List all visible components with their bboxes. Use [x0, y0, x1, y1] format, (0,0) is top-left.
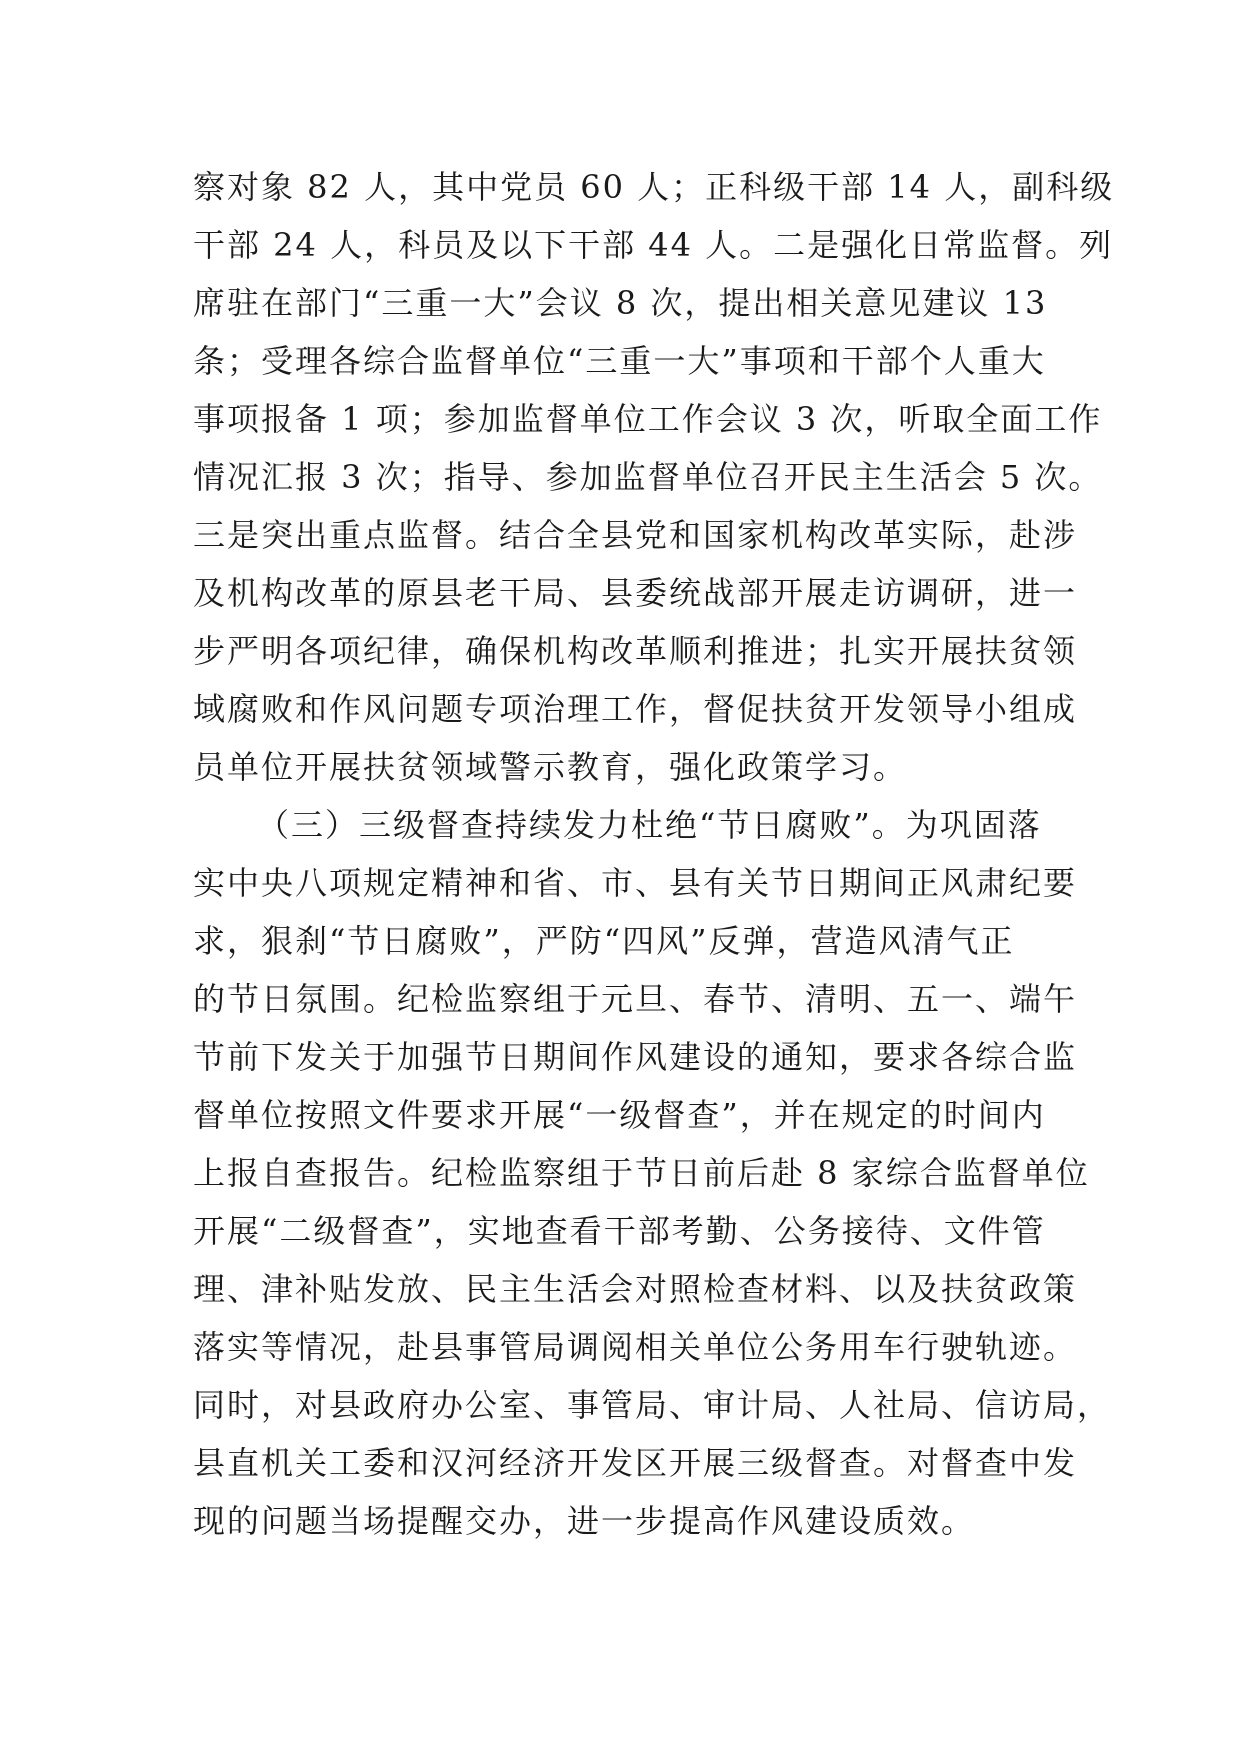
text-line: 督单位按照文件要求开展“一级督查”，并在规定的时间内 — [193, 1096, 1046, 1134]
text-line: 节前下发关于加强节日期间作风建设的通知，要求各综合监 — [193, 1038, 1078, 1076]
text-line: 三是突出重点监督。结合全县党和国家机构改革实际，赴涉 — [193, 516, 1078, 554]
text-line: 干部 24 人，科员及以下干部 44 人。二是强化日常监督。列 — [193, 226, 1114, 264]
text-line: 域腐败和作风问题专项治理工作，督促扶贫开发领导小组成 — [193, 690, 1078, 728]
text-line: 同时，对县政府办公室、事管局、审计局、人社局、信访局， — [193, 1386, 1112, 1424]
text-line: 理、津补贴发放、民主生活会对照检查材料、以及扶贫政策 — [193, 1270, 1078, 1308]
text-line: 求，狠刹“节日腐败”，严防“四风”反弹，营造风清气正 — [193, 922, 1015, 960]
text-line: 条；受理各综合监督单位“三重一大”事项和干部个人重大 — [193, 342, 1046, 380]
text-line: 的节日氛围。纪检监察组于元旦、春节、清明、五一、端午 — [193, 980, 1078, 1018]
text-line: 席驻在部门“三重一大”会议 8 次，提出相关意见建议 13 — [193, 284, 1048, 322]
text-line: 开展“二级督查”，实地查看干部考勤、公务接待、文件管 — [193, 1212, 1046, 1250]
text-line: 情况汇报 3 次；指导、参加监督单位召开民主生活会 5 次。 — [193, 458, 1103, 496]
body-text — [193, 158, 1115, 1550]
text-line: 步严明各项纪律，确保机构改革顺利推进；扎实开展扶贫领 — [193, 632, 1078, 670]
text-line: 落实等情况，赴县事管局调阅相关单位公务用车行驶轨迹。 — [193, 1328, 1078, 1366]
section-heading-line: （三）三级督查持续发力杜绝“节日腐败”。为巩固落 — [257, 806, 1042, 844]
text-line: 及机构改革的原县老干局、县委统战部开展走访调研，进一 — [193, 574, 1078, 612]
text-line: 上报自查报告。纪检监察组于节日前后赴 8 家综合监督单位 — [193, 1154, 1090, 1192]
text-line: 察对象 82 人，其中党员 60 人；正科级干部 14 人，副科级 — [193, 168, 1115, 206]
text-line: 实中央八项规定精神和省、市、县有关节日期间正风肃纪要 — [193, 864, 1078, 902]
text-line: 员单位开展扶贫领域警示教育，强化政策学习。 — [193, 748, 908, 786]
text-line: 现的问题当场提醒交办，进一步提高作风建设质效。 — [193, 1502, 976, 1540]
text-line: 县直机关工委和汉河经济开发区开展三级督查。对督查中发 — [193, 1444, 1078, 1482]
text-line: 事项报备 1 项；参加监督单位工作会议 3 次，听取全面工作 — [193, 400, 1103, 438]
